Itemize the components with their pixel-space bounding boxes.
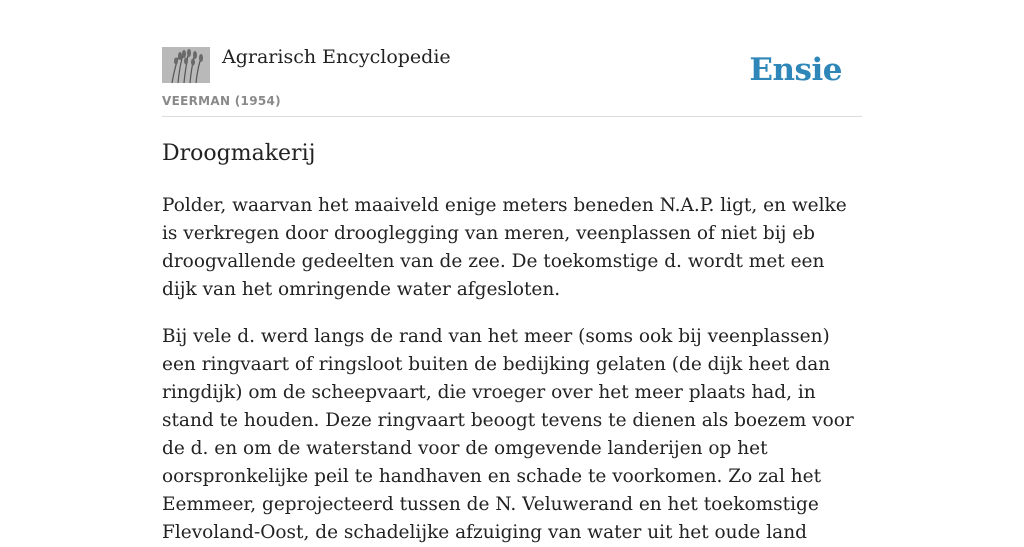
article [162,138,862,547]
article-title: Droogmakerij [162,141,316,166]
publication-title[interactable]: Agrarisch Encyclopedie [222,46,451,68]
ensie-brand-logo[interactable]: Ensie [749,52,842,88]
article-paragraph: Polder, waarvan het maaiveld enige meters beneden N.A.P. ligt, en welke is verkregen door drooglegging van meren, veenplassen of niet bij eb droogvallende gedeelten van de zee. De toekomstige d. wordt met een dijk van het omringende water afgesloten. [162,195,847,300]
site-header [162,44,862,117]
source-subtitle: VEERMAN (1954) [162,94,281,108]
wheat-ears-logo-icon[interactable] [162,47,210,83]
article-paragraph: Bij vele d. werd langs de rand van het meer (soms ook bij veenplassen) een ringvaart of ringsloot buiten de bedijking gelaten (de dijk heet dan ringdijk) om de scheepvaart, die vroeger over het meer plaats had, in stand te houden. Deze ringvaart beoogt tevens te dienen als boezem voor de d. en om de waterstand voor de omgevende landerijen op het oorspronkelijke peil te handhaven en schade te voorkomen. Zo zal het Eemmeer, geprojecteerd tussen de N. Veluwerand en het toekomstige Flevoland-Oost, de schadelijke afzuiging van water uit het oude land [162,326,854,543]
